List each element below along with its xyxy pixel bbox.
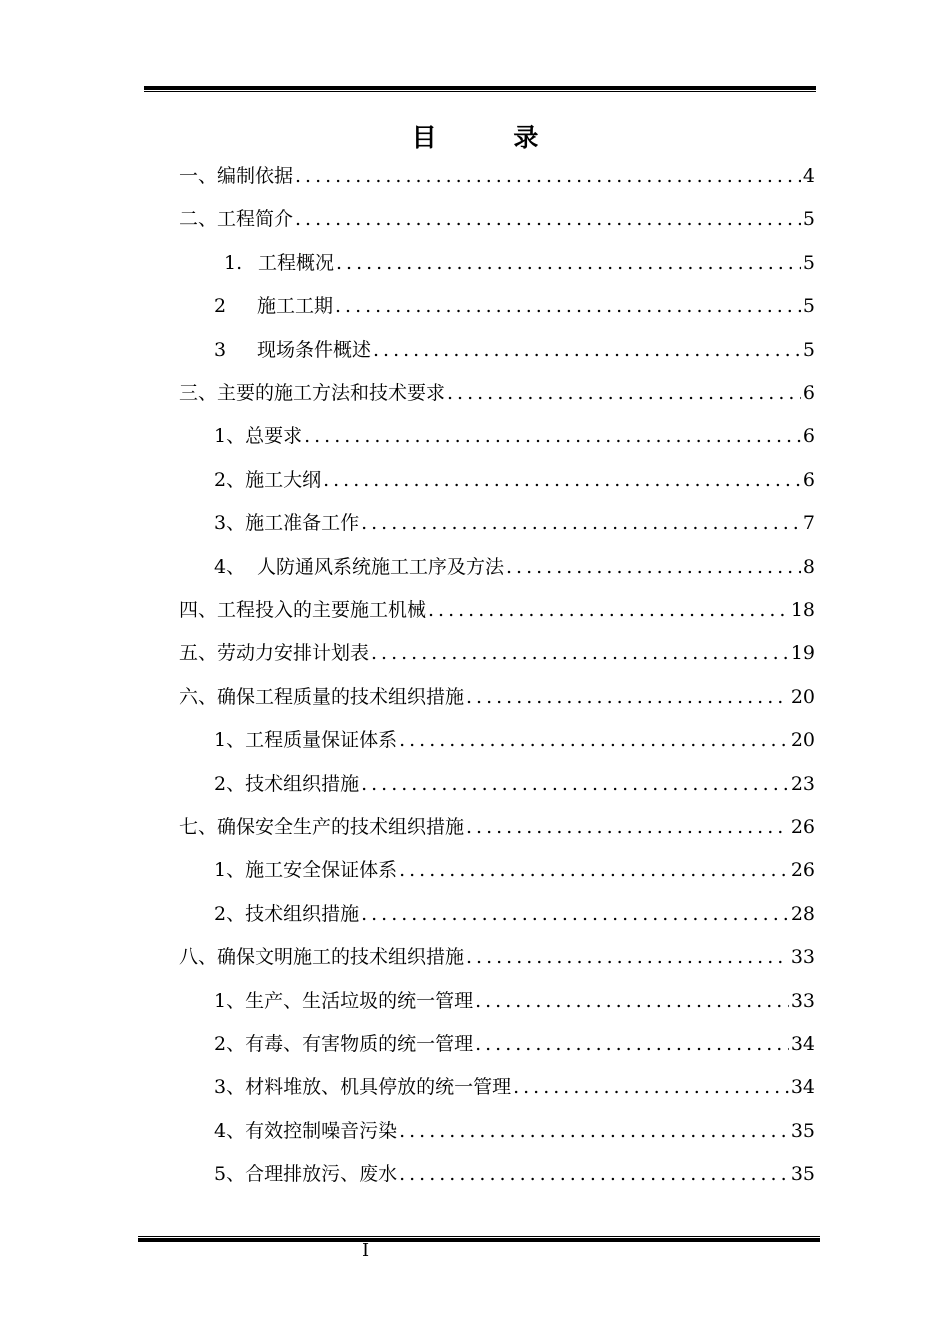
- dot-leader: [399, 1159, 789, 1189]
- footer-rule: [138, 1236, 820, 1243]
- dot-leader: [336, 248, 801, 278]
- toc-entry-label: 工程概况: [258, 251, 335, 274]
- toc-entry-label: 三、主要的施工方法和技术要求: [179, 382, 446, 404]
- dot-leader: [475, 1029, 789, 1059]
- toc-entry-page: 20: [790, 729, 815, 752]
- toc-entry-label: 1、工程质量保证体系: [214, 729, 398, 752]
- toc-entry-label: 八、确保文明施工的技术组织措施: [179, 946, 465, 969]
- toc-entry-label: 1、施工安全保证体系: [214, 859, 398, 882]
- toc-entry[interactable]: [214, 465, 815, 495]
- toc-entry-page: 35: [790, 1163, 815, 1186]
- dot-leader: [295, 204, 801, 234]
- dot-leader: [466, 942, 789, 972]
- toc-entry[interactable]: [214, 552, 815, 582]
- toc-entry-page: 6: [802, 382, 815, 404]
- toc-entry-label: 3、材料堆放、机具停放的统一管理: [214, 1076, 512, 1099]
- toc-entry-label: 2、技术组织措施: [214, 902, 360, 925]
- dot-leader: [373, 335, 801, 365]
- toc-entry-page: 5: [802, 338, 815, 361]
- toc-entry-page: 28: [790, 902, 815, 925]
- toc-entry[interactable]: [179, 204, 815, 234]
- toc-entry-label: 5、合理排放污、废水: [214, 1163, 398, 1186]
- dot-leader: [335, 291, 801, 321]
- toc-entry[interactable]: [214, 1116, 815, 1146]
- toc-entry-label: 四、工程投入的主要施工机械: [179, 599, 427, 621]
- toc-entry-number: 1.: [224, 251, 243, 274]
- dot-leader: [399, 855, 789, 885]
- toc-entry-label: 2、有毒、有害物质的统一管理: [214, 1033, 474, 1055]
- toc-entry-page: 7: [802, 512, 815, 535]
- toc-entry-page: 33: [790, 989, 815, 1012]
- dot-leader: [295, 161, 801, 191]
- toc-entry-label: 4、有效控制噪音污染: [214, 1119, 398, 1142]
- toc-entry-number: 2: [214, 295, 227, 318]
- dot-leader: [466, 812, 789, 842]
- toc-entry[interactable]: [214, 1029, 815, 1059]
- dot-leader: [304, 421, 801, 451]
- toc-entry[interactable]: [179, 378, 815, 408]
- toc-entry-page: 20: [790, 685, 815, 708]
- toc-entry-page: 6: [802, 468, 815, 491]
- dot-leader: [361, 769, 789, 799]
- toc-entry[interactable]: [214, 1159, 815, 1189]
- dot-leader: [361, 508, 801, 538]
- toc-entry-label: 2、技术组织措施: [214, 772, 360, 795]
- header-rule: [144, 86, 816, 93]
- dot-leader: [361, 899, 789, 929]
- toc-entry-number: 4、: [214, 555, 246, 578]
- toc-entry-label: 七、确保安全生产的技术组织措施: [179, 816, 465, 838]
- toc-entry-page: 5: [802, 208, 815, 231]
- toc-entry-label: 1、生产、生活垃圾的统一管理: [214, 989, 474, 1012]
- toc-entry[interactable]: [214, 1072, 815, 1102]
- toc-entry[interactable]: [214, 508, 815, 538]
- toc-entry[interactable]: [214, 421, 815, 451]
- dot-leader: [475, 986, 789, 1016]
- toc-entry-page: 18: [790, 599, 815, 621]
- dot-leader: [513, 1072, 789, 1102]
- dot-leader: [399, 725, 789, 755]
- toc-entry-label: 五、劳动力安排计划表: [179, 642, 370, 665]
- toc-entry[interactable]: [179, 638, 815, 668]
- toc-entry-page: 19: [790, 642, 815, 665]
- dot-leader: [506, 552, 801, 582]
- toc-entry-number: 3: [214, 338, 227, 361]
- toc-entry-page: 26: [790, 859, 815, 882]
- dot-leader: [466, 682, 789, 712]
- toc-entry[interactable]: [214, 291, 815, 321]
- toc-entry[interactable]: [179, 595, 815, 625]
- toc-entry-label: 1、总要求: [214, 425, 303, 448]
- toc-title: 目 录: [411, 123, 573, 152]
- toc-entry-page: 33: [790, 946, 815, 969]
- toc-entry[interactable]: [214, 335, 815, 365]
- dot-leader: [447, 378, 801, 408]
- dot-leader: [399, 1116, 789, 1146]
- toc-entry-page: 5: [802, 251, 815, 274]
- toc-entry-label: 施工工期: [257, 295, 334, 318]
- toc-entry-label: 人防通风系统施工工序及方法: [257, 555, 505, 578]
- toc-entry[interactable]: [214, 855, 815, 885]
- toc-entry-label: 3、施工准备工作: [214, 512, 360, 535]
- page-number: I: [362, 1240, 370, 1261]
- toc-entry[interactable]: [224, 248, 815, 278]
- toc-entry[interactable]: [179, 812, 815, 842]
- toc-entry[interactable]: [179, 161, 815, 191]
- toc-entry-label: 二、工程简介: [179, 208, 294, 231]
- toc-entry[interactable]: [179, 682, 815, 712]
- toc-entry-label: 2、施工大纲: [214, 468, 322, 491]
- toc-entry[interactable]: [214, 899, 815, 929]
- toc-entry-page: 35: [790, 1119, 815, 1142]
- toc-entry-page: 34: [790, 1033, 815, 1055]
- toc-entry[interactable]: [214, 986, 815, 1016]
- toc-entry-page: 26: [790, 816, 815, 838]
- toc-entry-label: 六、确保工程质量的技术组织措施: [179, 685, 465, 708]
- toc-entry-page: 8: [802, 555, 815, 578]
- toc-entry-page: 4: [802, 165, 815, 187]
- dot-leader: [371, 638, 789, 668]
- toc-entry-page: 6: [802, 425, 815, 448]
- dot-leader: [323, 465, 801, 495]
- toc-entry-page: 5: [802, 295, 815, 318]
- toc-entry-page: 23: [790, 772, 815, 795]
- dot-leader: [428, 595, 789, 625]
- toc-entry[interactable]: [179, 942, 815, 972]
- toc-entry-page: 34: [790, 1076, 815, 1099]
- toc-entry-label: 现场条件概述: [257, 338, 372, 361]
- toc-entry[interactable]: [214, 725, 815, 755]
- toc-entry-label: 一、编制依据: [179, 165, 294, 187]
- toc-entry[interactable]: [214, 769, 815, 799]
